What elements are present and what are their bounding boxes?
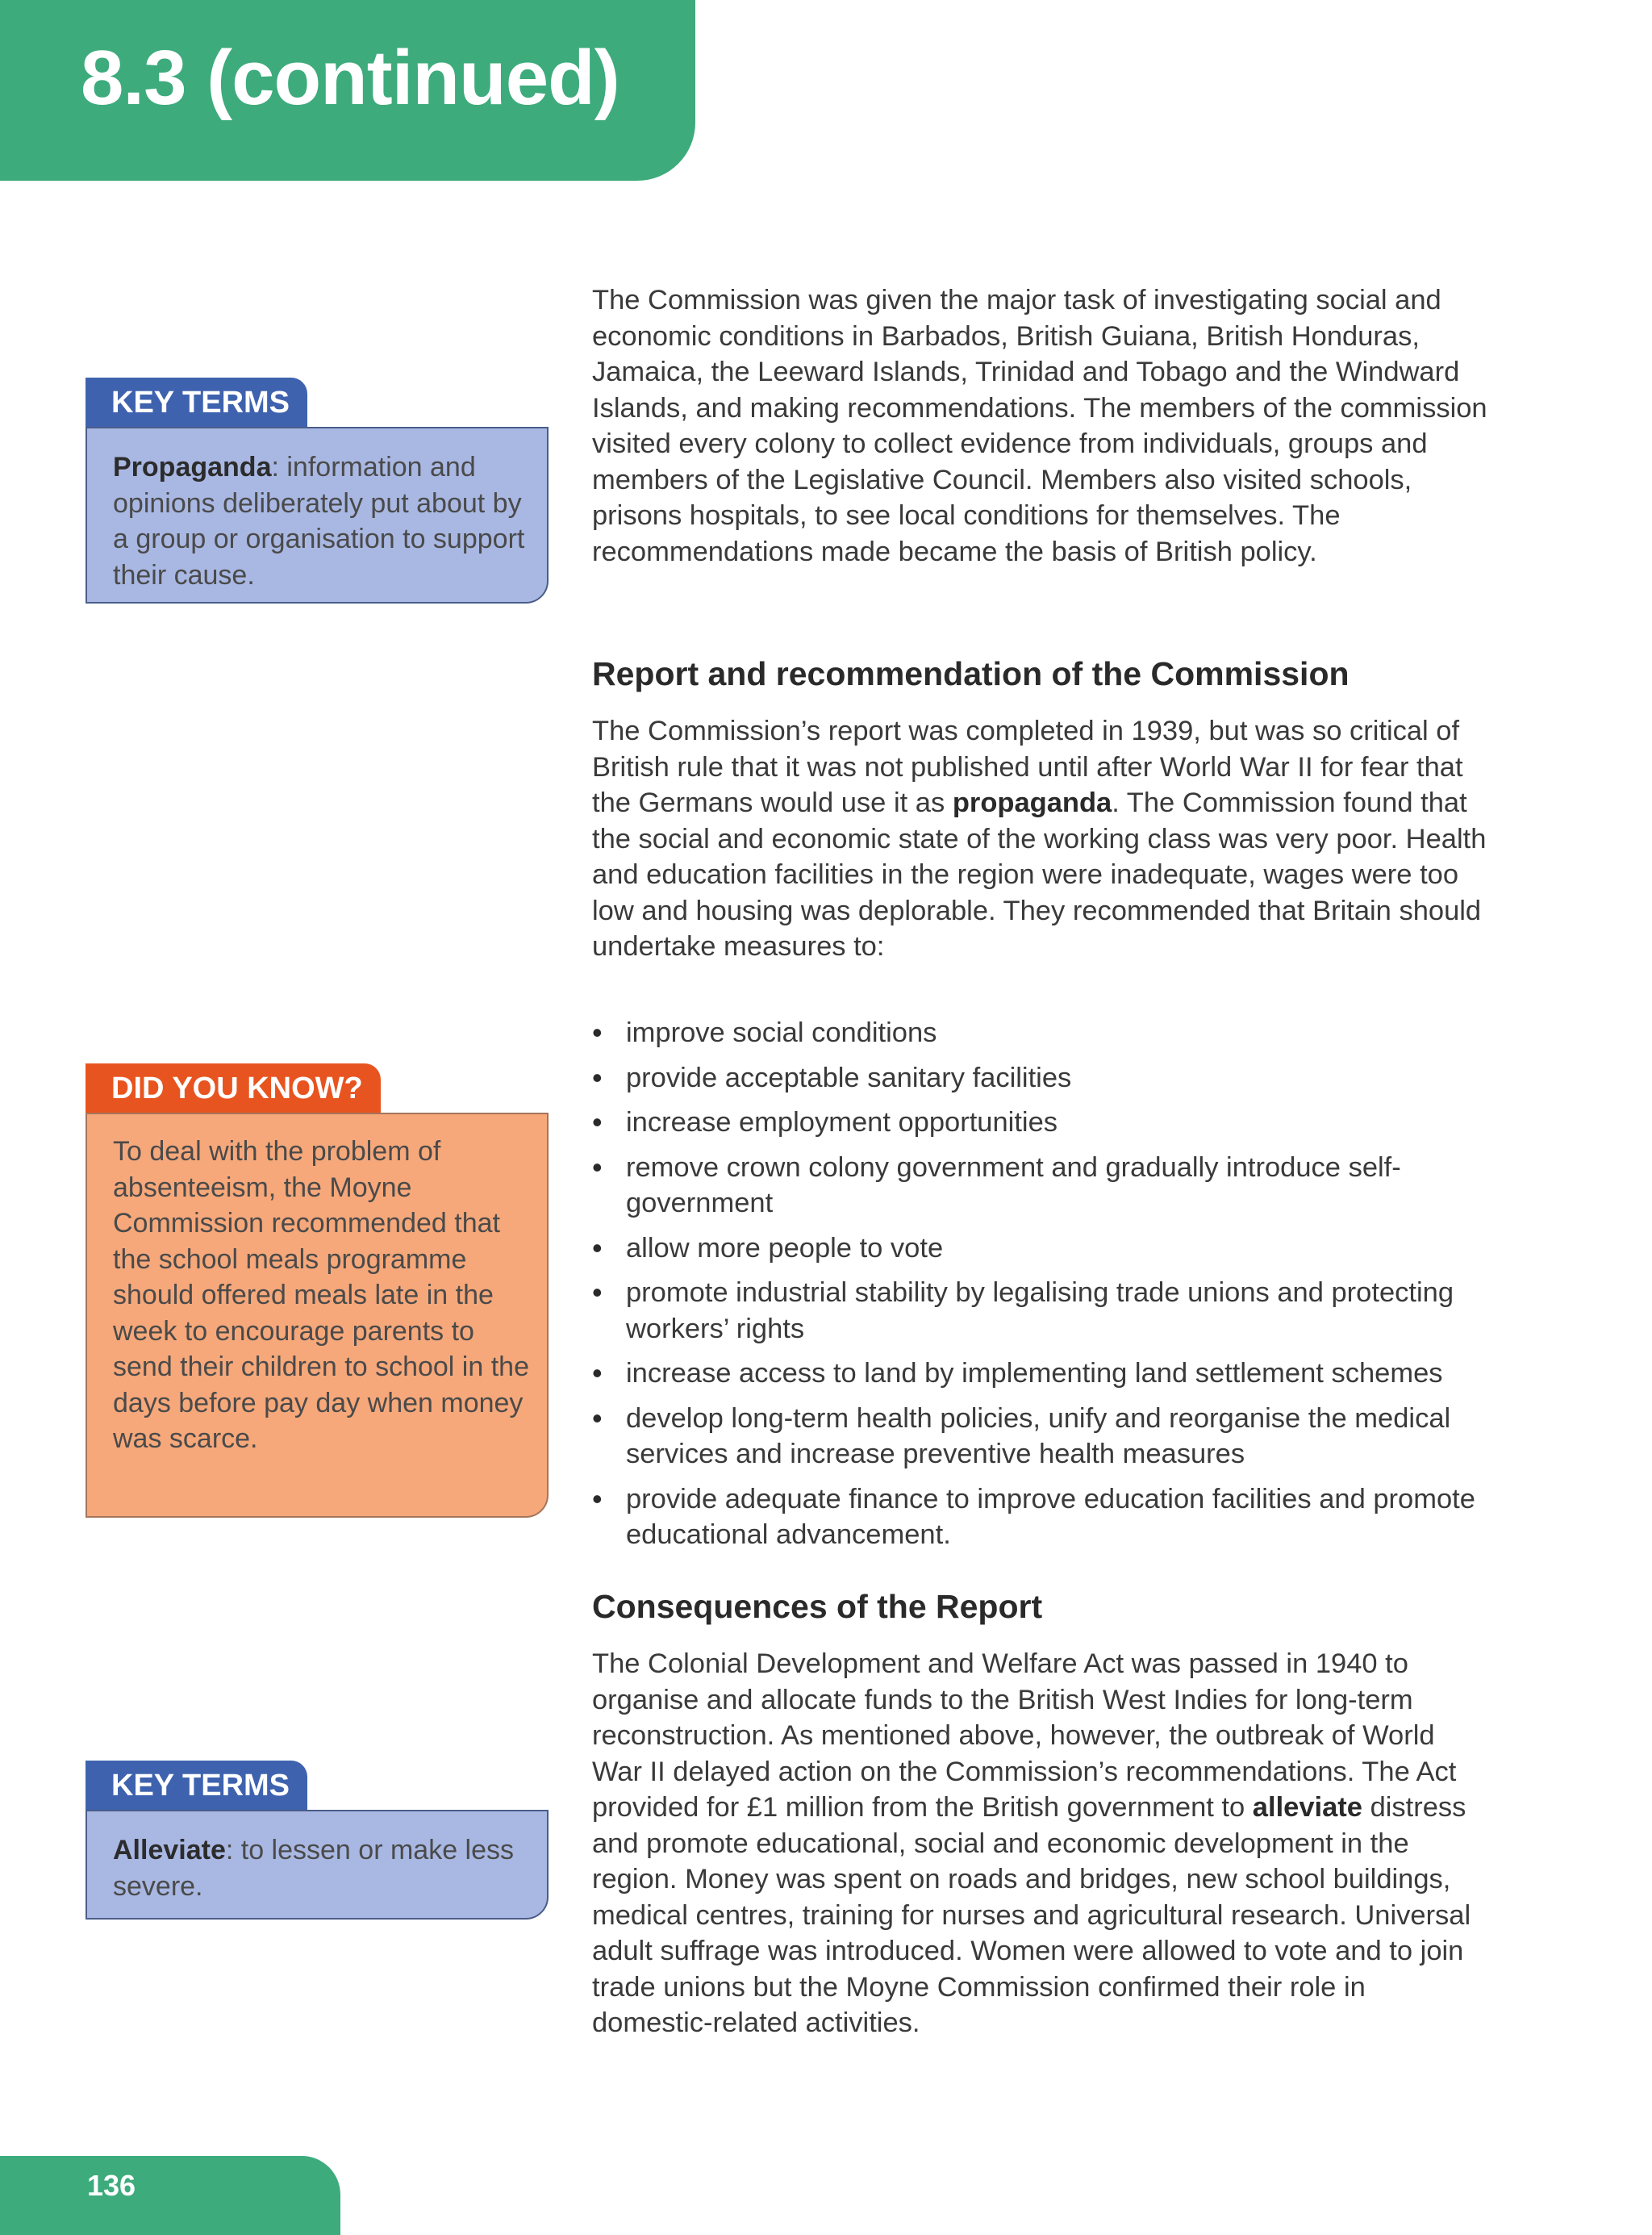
key-term-link-alleviate: alleviate [1252,1792,1362,1823]
key-term: Propaganda [113,452,272,483]
page-title: 8.3 (continued) [81,35,620,121]
key-term: Alleviate [113,1835,226,1865]
list-item: • increase access to land by implementing land settlement schemes [592,1356,1487,1392]
key-terms-label: KEY TERMS [86,378,307,427]
list-item: • provide adequate finance to improve education facilities and promote educational advancement. [592,1481,1487,1553]
report-text-end: . The Commission found that the social and economic state of the working class was very poor. Health and education facilities in the region were inadequate, wages were too low and housing was deplorable. They recommended that Britain should undertake measures to: [592,787,1487,962]
key-terms-box-alleviate [86,1761,549,1920]
consequences-text-start: The Colonial Development and Welfare Act was passed in 1940 to organise and allocate funds to the British West Indies for long-term reconstruction. As mentioned above, however, the outbreak of World War II delayed action on the Commission’s recommendations. The Act provided for £1 million from the British government to [592,1648,1457,1823]
section-heading-report: Report and recommendation of the Commission [592,655,1350,692]
section-heading-consequences: Consequences of the Report [592,1588,1043,1625]
list-item: • promote industrial stability by legalising trade unions and protecting workers’ rights [592,1275,1487,1347]
key-terms-label: KEY TERMS [86,1761,307,1810]
did-you-know-box [86,1063,549,1518]
key-terms-body [86,1810,549,1920]
report-text-start: The Commission’s report was completed in 1939, but was so critical of British rule that it was not published until after World War II for fear that the Germans would use it as [592,716,1463,818]
intro-paragraph: The Commission was given the major task of investigating social and economic conditions in Barbados, British Guiana, British Honduras, Jamaica, the Leeward Islands, Trinidad and Tobago and the Windward Islands, and making recommendations. The members of the commission visited every colony to collect evidence from individuals, groups and members of the Legislative Council. Members also visited schools, prisons hospitals, to see local conditions for themselves. The recommendations made became the basis of British policy. [592,285,1487,567]
page-number-tab [0,2156,340,2235]
key-term-definition: : to lessen or make less severe. [113,1835,515,1902]
recommendations-list [592,1015,1487,1562]
list-item: • remove crown colony government and gradually introduce self-government [592,1150,1487,1222]
list-item: • develop long-term health policies, unify and reorganise the medical services and increase preventive health measures [592,1401,1487,1473]
page-number: 136 [87,2169,136,2202]
did-you-know-body: To deal with the problem of absenteeism, the Moyne Commission recommended that the school meals programme should offered meals late in the week to encourage parents to send their children to school in the days before pay day when money was scarce. [86,1113,549,1518]
list-item: • provide acceptable sanitary facilities [592,1060,1487,1097]
list-item: • increase employment opportunities [592,1105,1487,1141]
list-item: • allow more people to vote [592,1230,1487,1267]
did-you-know-label: DID YOU KNOW? [86,1063,381,1113]
consequences-paragraph [592,1646,1487,2041]
list-item: • improve social conditions [592,1015,1487,1051]
consequences-text-end: distress and promote educational, social and economic development in the region. Money was spent on roads and bridges, new school buildings, medical centres, training for nurses and agricultural research. Universal adult suffrage was introduced. Women were allowed to vote and to join trade unions but the Moyne Commission confirmed their role in domestic-related activities. [592,1792,1471,2038]
key-terms-box-propaganda [86,378,549,604]
report-paragraph [592,713,1487,965]
key-terms-body [86,427,549,604]
key-term-definition: : information and opinions deliberately put about by a group or organisation to support their cause. [113,452,525,591]
key-term-link-propaganda: propaganda [952,787,1112,818]
